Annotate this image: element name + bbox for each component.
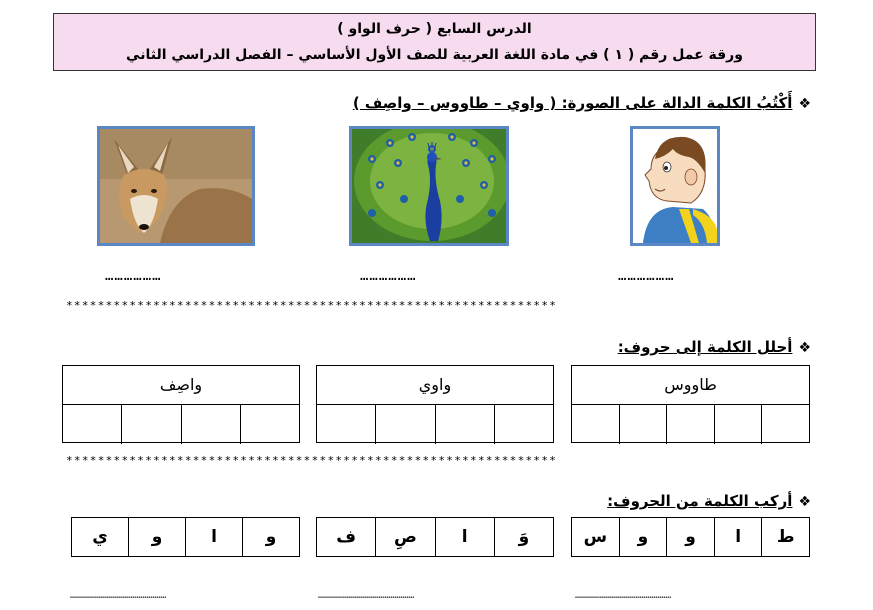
letter: ا [185, 518, 242, 556]
letter-cell[interactable] [181, 405, 240, 444]
question-3-text: أركب الكلمة من الحروف: [607, 492, 793, 510]
letter: ط [761, 518, 809, 556]
letter: ف [336, 527, 356, 547]
letter: ي [92, 527, 108, 547]
letter: وَ [494, 518, 553, 556]
answer-line[interactable]: ………………………………………… [575, 590, 672, 601]
letter-row [71, 517, 300, 557]
letter: و [666, 518, 714, 556]
letter-cell[interactable] [761, 405, 809, 444]
word-analysis-box [316, 365, 554, 443]
fox-picture [97, 126, 255, 246]
worksheet-subtitle: ورقة عمل رقم ( ١ ) في مادة اللغة العربية للصف الأول الأساسي – الفصل الدراسي الثاني [126, 47, 743, 63]
letter-cell[interactable] [63, 405, 121, 444]
letter-cell[interactable] [494, 405, 553, 444]
letter: و [242, 518, 299, 556]
letter-cell[interactable] [714, 405, 762, 444]
answer-line[interactable]: ………………………………………… [318, 590, 415, 601]
word-analysis-box [62, 365, 300, 443]
letter-cell[interactable] [666, 405, 714, 444]
letter: و [128, 518, 185, 556]
question-1-text: أَكْتُبُ الكلمة الدالة على الصورة: ( واوي – طاووس – واصِف ) [352, 94, 793, 112]
question-3 [607, 492, 811, 510]
bullet-icon: ❖ [798, 340, 811, 356]
letter-cell[interactable] [375, 405, 434, 444]
answer-blank[interactable]: ……………… [618, 268, 675, 284]
question-2-text: أحلل الكلمة إلى حروف: [617, 338, 793, 356]
letter-cell[interactable] [435, 405, 494, 444]
word-analysis-box [571, 365, 810, 443]
letter: صِ [375, 518, 434, 556]
answer-blank[interactable]: ……………… [360, 268, 417, 284]
separator-line: ************************************************************** [66, 300, 558, 312]
question-1 [353, 94, 811, 112]
word-label: واصِف [63, 366, 299, 405]
letter-cell[interactable] [572, 405, 619, 444]
letter-cell[interactable] [619, 405, 667, 444]
lesson-title: الدرس السابع ( حرف الواو ) [337, 21, 532, 37]
bullet-icon: ❖ [798, 96, 811, 112]
peacock-picture [349, 126, 509, 246]
letter: ا [435, 518, 494, 556]
word-label: طاووس [572, 366, 809, 405]
word-label: واوي [317, 366, 553, 405]
boy-icon [633, 129, 717, 243]
peacock-icon [352, 129, 506, 243]
letter-cell[interactable] [317, 405, 375, 444]
boy-picture [630, 126, 720, 246]
separator-line: ************************************************************** [66, 455, 558, 467]
answer-blank[interactable]: ……………… [105, 268, 162, 284]
letter-row [316, 517, 554, 557]
answer-line[interactable]: ………………………………………… [70, 590, 167, 601]
fox-icon [100, 129, 252, 243]
letter: ا [714, 518, 762, 556]
letter: و [619, 518, 667, 556]
letter-cell[interactable] [240, 405, 299, 444]
bullet-icon: ❖ [798, 494, 811, 510]
letter: س [583, 527, 608, 547]
worksheet-header [53, 13, 816, 71]
letter-cell[interactable] [121, 405, 180, 444]
letter-row [571, 517, 810, 557]
question-2 [618, 338, 811, 356]
